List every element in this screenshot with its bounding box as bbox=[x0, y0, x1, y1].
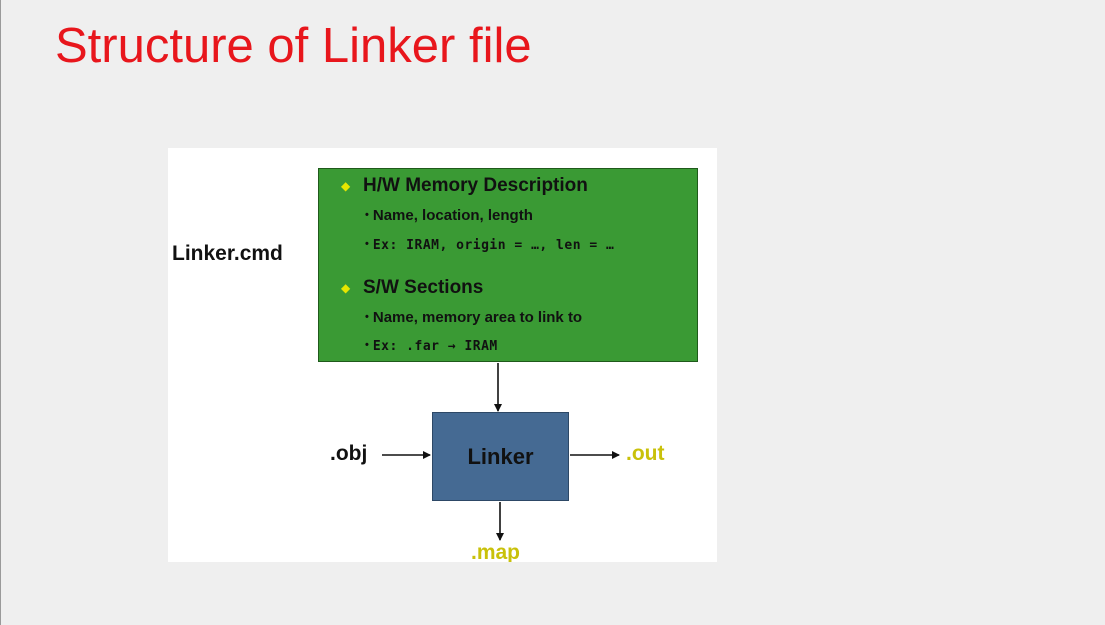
hw-memory-example-text: Ex: IRAM, origin = …, len = … bbox=[372, 238, 615, 253]
linker-label: Linker bbox=[467, 443, 534, 469]
bullet-dot-icon: • bbox=[365, 339, 369, 351]
slide-title: Structure of Linker file bbox=[55, 19, 532, 73]
bullet-dot-icon: • bbox=[365, 238, 369, 250]
hw-memory-item-text: Name, location, length bbox=[372, 207, 533, 224]
bullet-dot-icon: • bbox=[365, 209, 369, 221]
slide-edge bbox=[0, 0, 1, 625]
sw-sections-item-text: Name, memory area to link to bbox=[372, 309, 583, 326]
linker-box bbox=[432, 412, 569, 501]
obj-input-label: .obj bbox=[330, 442, 368, 465]
out-output-label: .out bbox=[626, 442, 665, 465]
map-output-label: .map bbox=[471, 541, 521, 562]
linker-cmd-label: Linker.cmd bbox=[172, 242, 283, 265]
linker-diagram bbox=[168, 148, 717, 562]
bullet-dot-icon: • bbox=[365, 311, 369, 323]
hw-memory-heading: H/W Memory Description bbox=[363, 175, 588, 196]
diamond-bullet-icon: ◆ bbox=[341, 179, 351, 193]
sw-sections-heading: S/W Sections bbox=[363, 277, 484, 298]
sw-sections-example-text: Ex: .far → IRAM bbox=[372, 339, 498, 354]
diamond-bullet-icon: ◆ bbox=[341, 281, 351, 295]
